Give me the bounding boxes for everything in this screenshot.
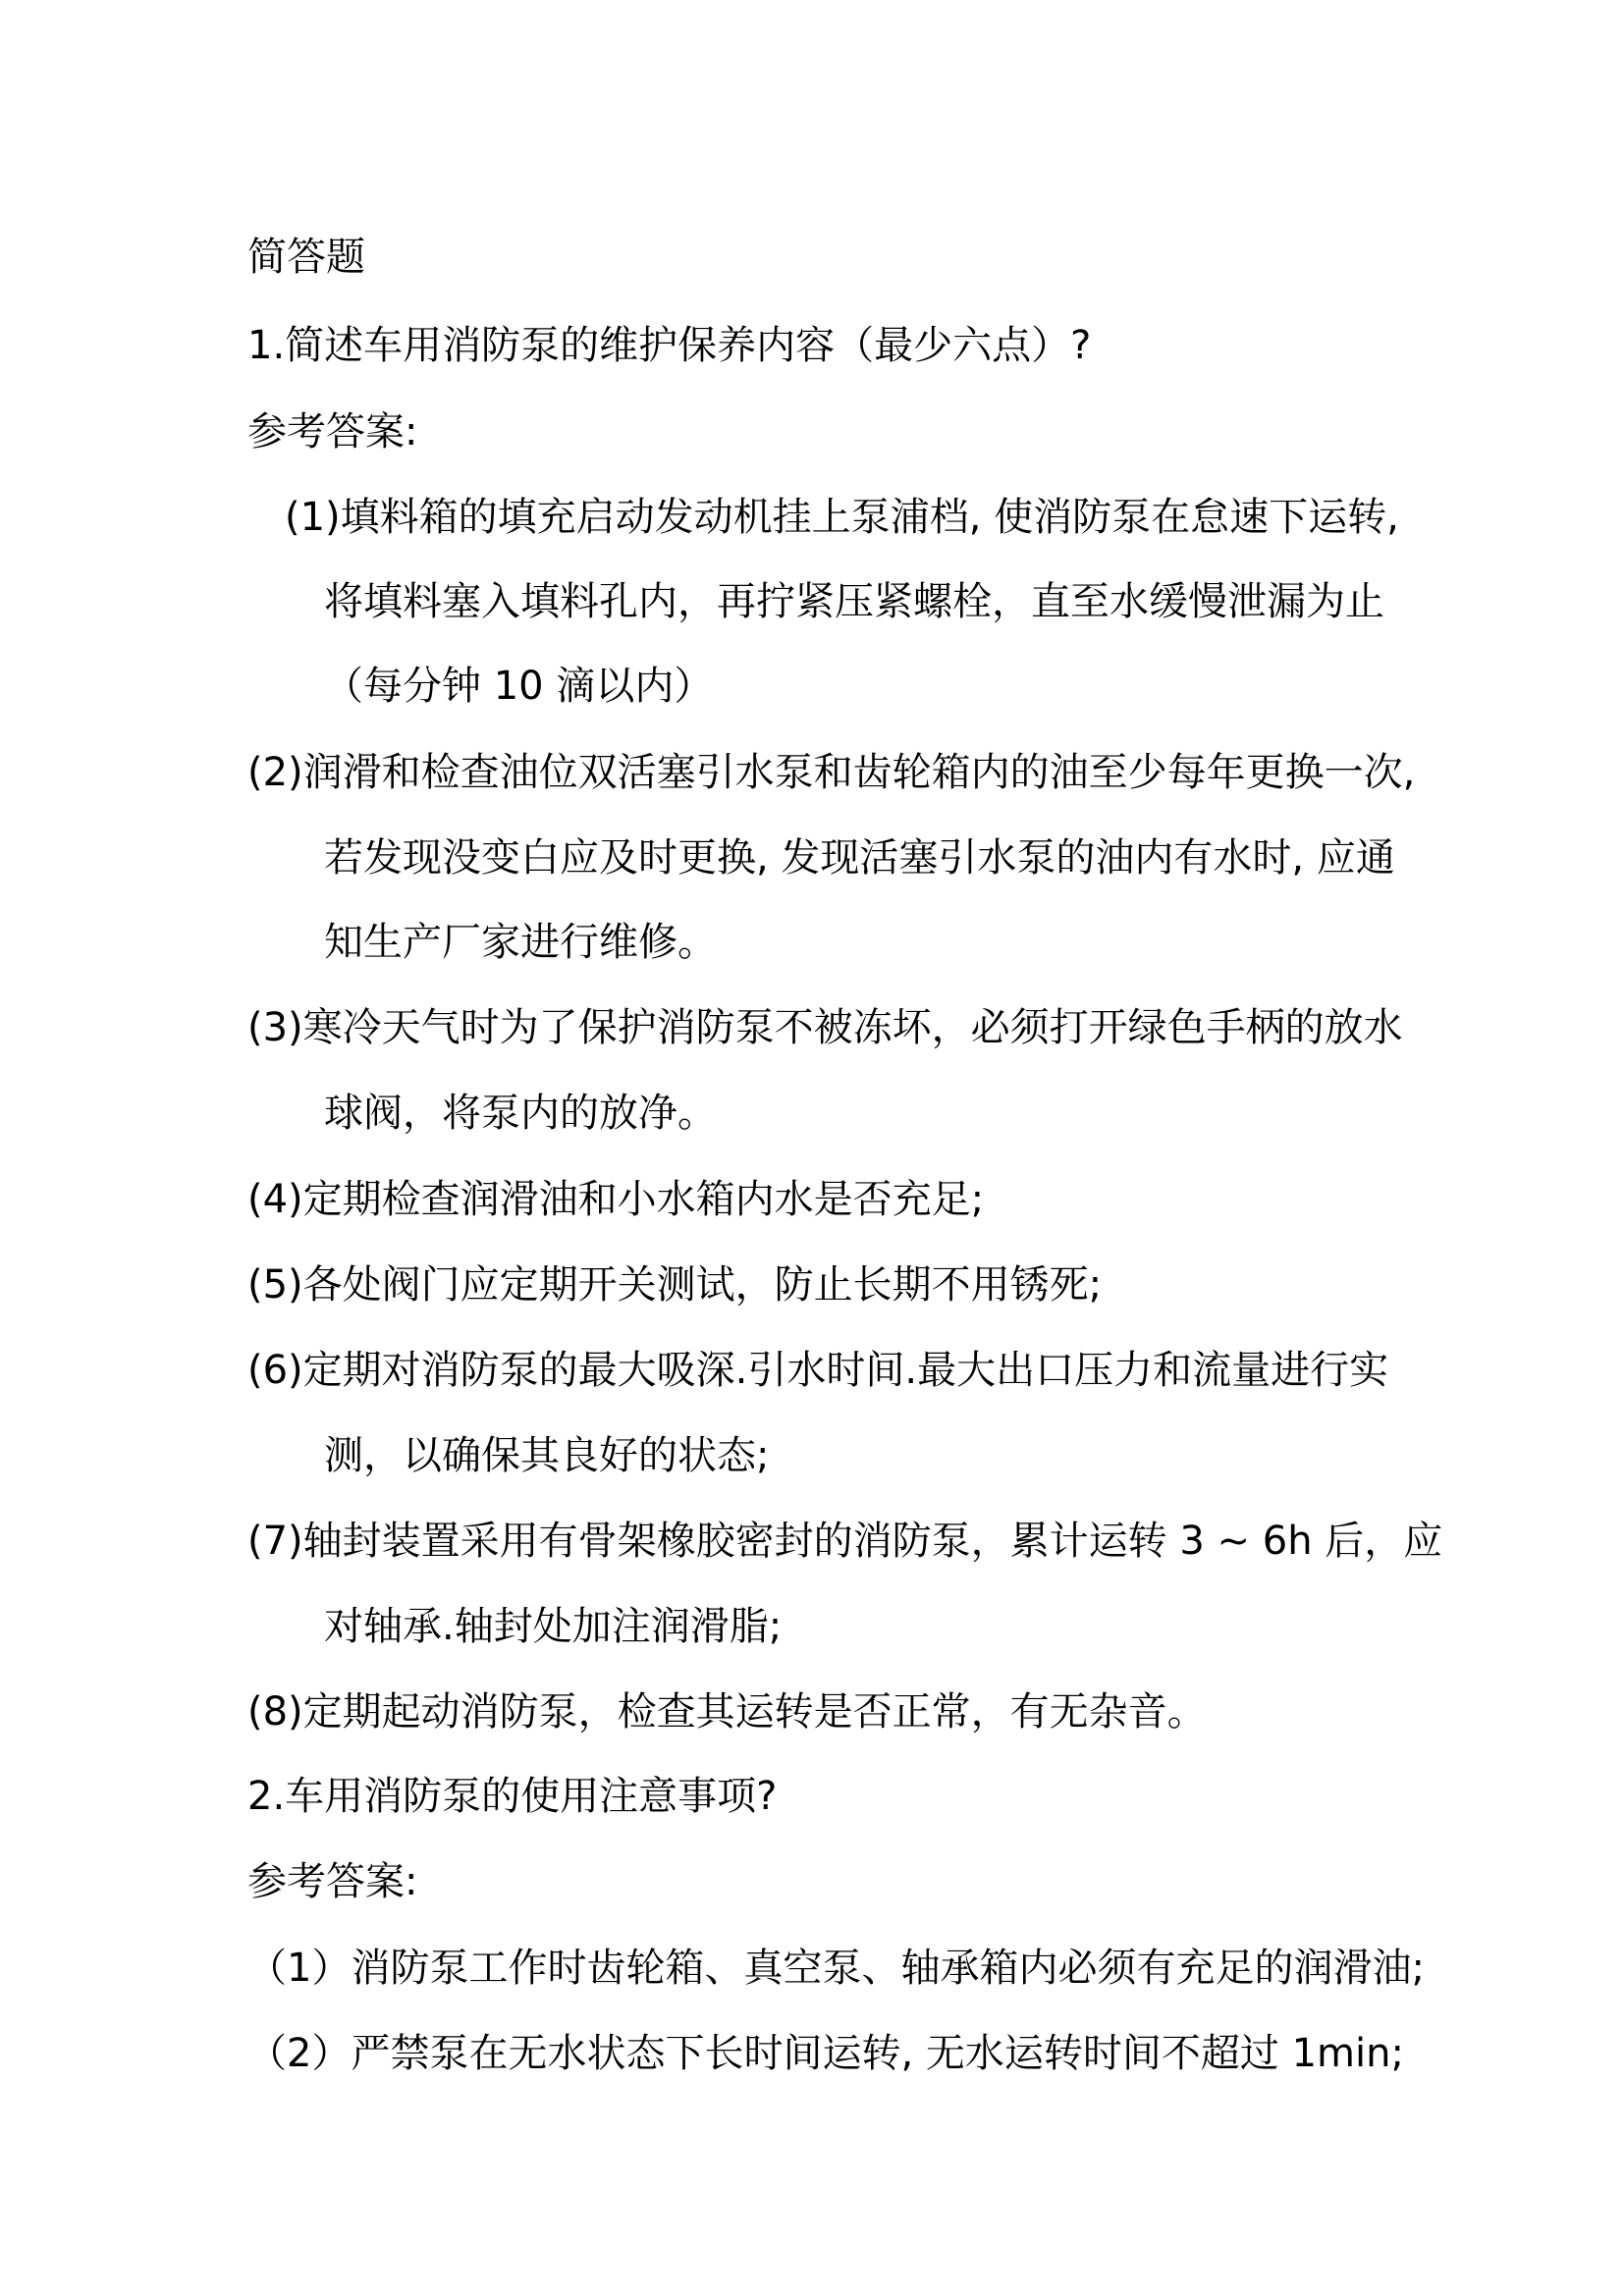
answer-line: （每分钟 10 滴以内） — [324, 664, 714, 709]
answer-line: (5)各处阀门应定期开关测试，防止长期不用锈死; — [247, 1262, 1103, 1308]
answer-line: （2）严禁泵在无水状态下长时间运转, 无水运转时间不超过 1min; — [247, 2031, 1404, 2076]
answer-line: (4)定期检查润滑油和小水箱内水是否充足; — [247, 1177, 985, 1222]
answer-line: (2)润滑和检查油位双活塞引水泵和齿轮箱内的油至少每年更换一次, — [247, 750, 1416, 795]
answer-line: (3)寒冷天气时为了保护消防泵不被冻坏，必须打开绿色手柄的放水 — [247, 1005, 1403, 1050]
question-1: 1.简述车用消防泵的维护保养内容（最少六点）? — [247, 323, 1092, 368]
answer-line: 若发现没变白应及时更换, 发现活塞引水泵的油内有水时, 应通 — [324, 835, 1395, 881]
question-2: 2.车用消防泵的使用注意事项? — [247, 1774, 778, 1819]
answer-line: 知生产厂家进行维修。 — [324, 920, 717, 965]
answer-line: 将填料塞入填料孔内，再拧紧压紧螺栓，直至水缓慢泄漏为止 — [324, 579, 1384, 624]
answer-line: 测，以确保其良好的状态; — [324, 1433, 770, 1478]
answer-line: 对轴承.轴封处加注润滑脂; — [324, 1604, 783, 1649]
answer-line: 球阀，将泵内的放净。 — [324, 1091, 717, 1136]
answer-line: (7)轴封装置采用有骨架橡胶密封的消防泵，累计运转 3 ~ 6h 后，应 — [247, 1519, 1443, 1564]
answer-label-1: 参考答案: — [247, 409, 418, 454]
answer-label-2: 参考答案: — [247, 1859, 418, 1904]
section-heading: 简答题 — [247, 235, 365, 280]
answer-line: (8)定期起动消防泵，检查其运转是否正常，有无杂音。 — [247, 1689, 1207, 1735]
answer-line: (1)填料箱的填充启动发动机挂上泵浦档, 使消防泵在怠速下运转, — [285, 495, 1399, 540]
answer-line: (6)定期对消防泵的最大吸深.引水时间.最大出口压力和流量进行实 — [247, 1348, 1389, 1393]
answer-line: （1）消防泵工作时齿轮箱、真空泵、轴承箱内必须有充足的润滑油; — [247, 1946, 1425, 1991]
